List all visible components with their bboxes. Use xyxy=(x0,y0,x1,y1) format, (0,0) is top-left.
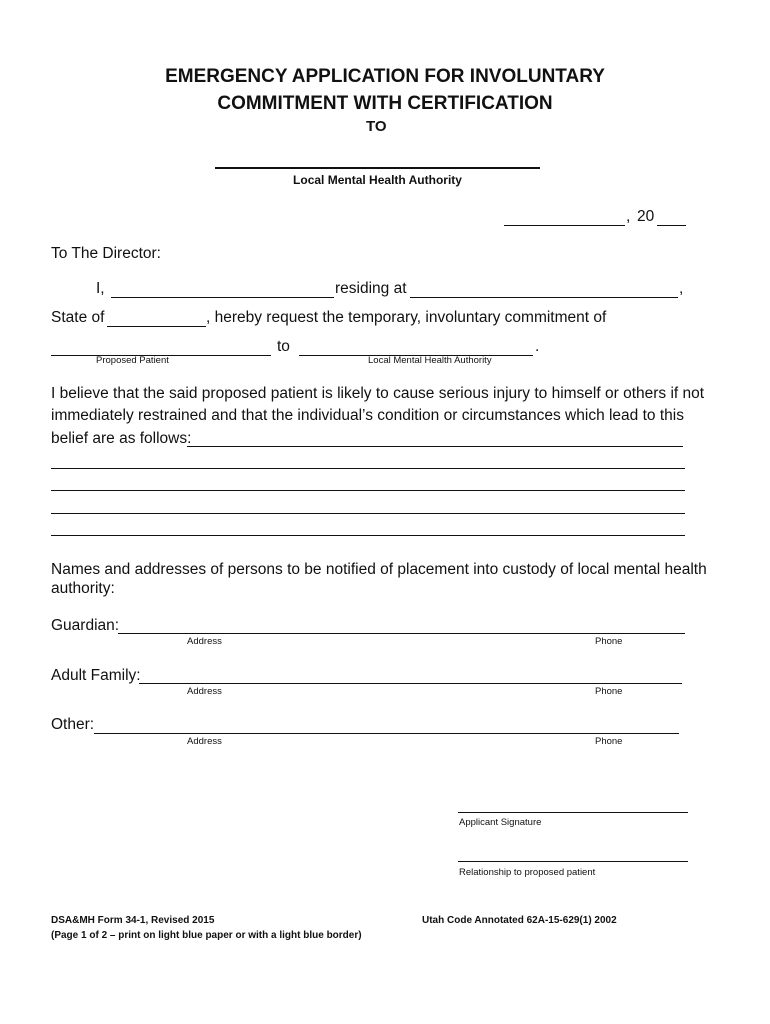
to-label: to xyxy=(277,338,290,355)
belief-field-line-4[interactable] xyxy=(51,513,685,514)
year-field[interactable] xyxy=(657,225,686,226)
request-text: , hereby request the temporary, involuntary commitment of xyxy=(206,309,607,326)
period: . xyxy=(535,338,540,355)
belief-line-2: immediately restrained and that the individual’s condition or circumstances which lead to this xyxy=(51,407,684,424)
belief-field-line-3[interactable] xyxy=(51,490,685,491)
date-comma: , xyxy=(626,208,631,225)
year-prefix: 20 xyxy=(637,208,655,225)
belief-field-line-1[interactable] xyxy=(187,446,683,447)
residence-field[interactable] xyxy=(410,297,678,298)
authority-name-field[interactable] xyxy=(215,167,540,169)
applicant-signature-field[interactable] xyxy=(458,812,688,813)
belief-field-line-5[interactable] xyxy=(51,535,685,536)
guardian-phone-sublabel: Phone xyxy=(595,636,623,647)
other-phone-sublabel: Phone xyxy=(595,736,623,747)
applicant-signature-label: Applicant Signature xyxy=(459,817,542,828)
adult-family-label: Adult Family: xyxy=(51,667,141,684)
form-title-line-1: EMERGENCY APPLICATION FOR INVOLUNTARY xyxy=(165,66,605,87)
footer-print-note: (Page 1 of 2 – print on light blue paper or with a light blue border) xyxy=(51,930,362,941)
footer-code: Utah Code Annotated 62A-15-629(1) 2002 xyxy=(422,915,617,926)
guardian-address-sublabel: Address xyxy=(187,636,222,647)
notify-line-2: authority: xyxy=(51,580,115,597)
date-field[interactable] xyxy=(504,225,625,226)
belief-field-line-2[interactable] xyxy=(51,468,685,469)
proposed-patient-sublabel: Proposed Patient xyxy=(96,355,169,366)
applicant-pronoun: I, xyxy=(96,280,105,297)
local-authority-sublabel: Local Mental Health Authority xyxy=(368,355,492,366)
belief-line-1: I believe that the said proposed patient is likely to cause serious injury to himself or others if not xyxy=(51,385,705,402)
relationship-field[interactable] xyxy=(458,861,688,862)
state-of-label: State of xyxy=(51,309,105,326)
footer-form-id: DSA&MH Form 34-1, Revised 2015 xyxy=(51,915,215,926)
state-field[interactable] xyxy=(107,326,206,327)
relationship-label: Relationship to proposed patient xyxy=(459,867,596,878)
other-label: Other: xyxy=(51,716,95,733)
adult-family-address-sublabel: Address xyxy=(187,686,222,697)
residence-comma: , xyxy=(679,280,684,297)
other-address-sublabel: Address xyxy=(187,736,222,747)
adult-family-phone-sublabel: Phone xyxy=(595,686,623,697)
form-title-line-2: COMMITMENT WITH CERTIFICATION xyxy=(217,93,553,114)
belief-line-3: belief are as follows: xyxy=(51,430,192,447)
applicant-name-field[interactable] xyxy=(111,297,334,298)
residing-at-label: residing at xyxy=(335,280,407,297)
adult-family-field[interactable] xyxy=(139,683,682,684)
authority-label: Local Mental Health Authority xyxy=(293,173,462,187)
notify-line-1: Names and addresses of persons to be notified of placement into custody of local mental health xyxy=(51,561,707,578)
salutation: To The Director: xyxy=(51,245,161,262)
other-field[interactable] xyxy=(94,733,679,734)
form-title-to: TO xyxy=(366,118,387,135)
guardian-label: Guardian: xyxy=(51,617,120,634)
guardian-field[interactable] xyxy=(118,633,685,634)
